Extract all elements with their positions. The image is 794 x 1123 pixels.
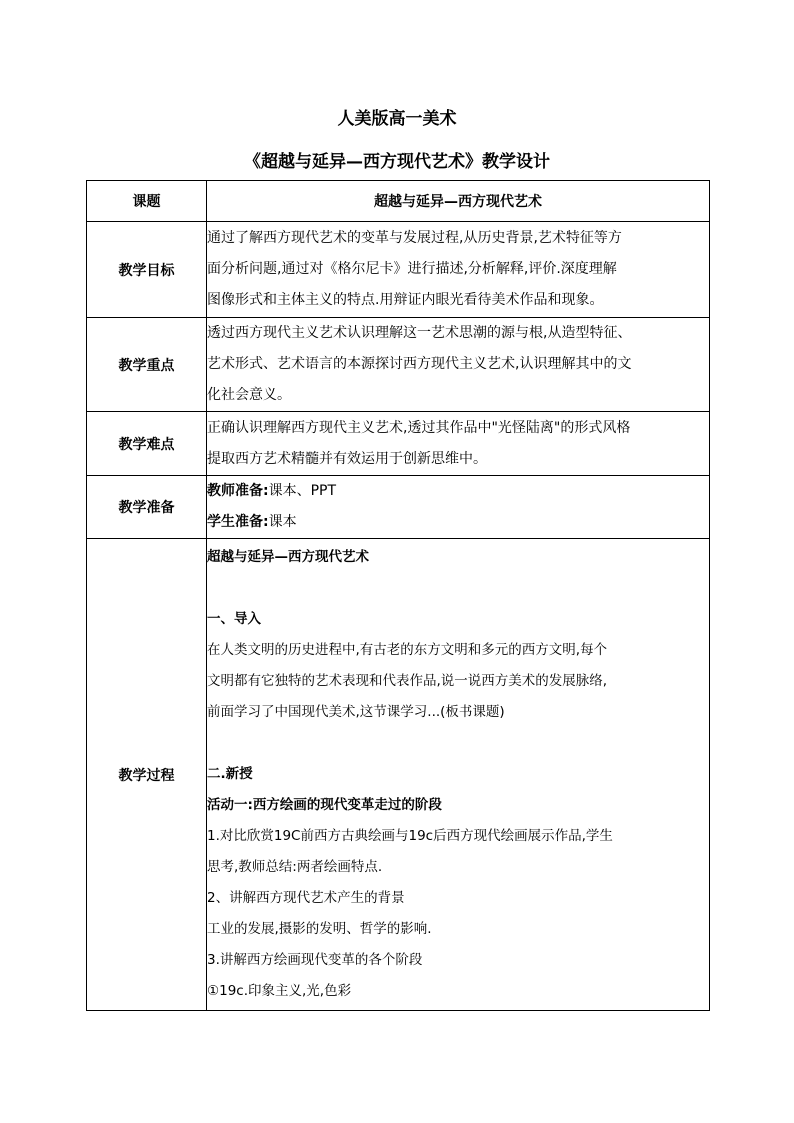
preparation-content: [207, 476, 710, 539]
intro-line: 在人类文明的历史进程中,有古老的东方文明和多元的西方文明,每个: [207, 642, 608, 658]
goal-label: 教学目标: [87, 222, 207, 318]
difficulties-line: 提取西方艺术精髓并有效运用于创新思维中。: [207, 450, 487, 467]
key-points-content: [207, 318, 710, 412]
intro-line: 文明都有它独特的艺术表现和代表作品,说一说西方美术的发展脉络,: [207, 673, 608, 689]
activity-heading: 活动一:西方绘画的现代变革走过的阶段: [207, 797, 442, 813]
table-row-preparation: [87, 476, 710, 539]
table-row-key-points: [87, 318, 710, 412]
table-row-goal: [87, 222, 710, 318]
blank-line: [207, 728, 709, 759]
student-preparation-label: 学生准备:: [207, 514, 269, 530]
goal-line: 通过了解西方现代艺术的变革与发展过程,从历史背景,艺术特征等方: [207, 230, 622, 246]
document-subtitle: 人美版高一美术: [337, 109, 457, 129]
section-heading-intro: 一、导入: [207, 611, 261, 627]
table-row-topic: [87, 181, 710, 222]
step-line: 3.讲解西方绘画现代变革的各个阶段: [207, 952, 423, 968]
table-row-process: [87, 539, 710, 1011]
goal-line: 图像形式和主体主义的特点.用辩证内眼光看待美术作品和现象。: [207, 292, 604, 308]
student-preparation-value: 课本: [268, 514, 297, 530]
table-row-difficulties: [87, 412, 710, 476]
teacher-preparation: [207, 476, 709, 507]
topic-label: 课题: [87, 181, 207, 222]
difficulties-content: [207, 412, 710, 476]
process-heading: 超越与延异—西方现代艺术: [207, 549, 369, 565]
intro-line: 前面学习了中国现代美术,这节课学习...(板书课题): [207, 704, 505, 720]
lesson-plan-table: [86, 180, 710, 1011]
topic-value: 超越与延异—西方现代艺术: [207, 181, 710, 222]
difficulties-label: 教学难点: [87, 412, 207, 476]
key-points-line: 化社会意义。: [207, 387, 291, 403]
key-points-line: 透过西方现代主义艺术认识理解这一艺术思潮的源与根,从造型特征、: [207, 325, 632, 341]
step-line: 工业的发展,摄影的发明、哲学的影响.: [207, 921, 432, 937]
key-points-line: 艺术形式、艺术语言的本源探讨西方现代主义艺术,认识理解其中的文: [207, 356, 632, 372]
step-line: 1.对比欣赏19C前西方古典绘画与19c后西方现代绘画展示作品,学生: [207, 828, 613, 844]
step-line: ①19c.印象主义,光,色彩: [207, 983, 352, 999]
difficulties-line: 正确认识理解西方现代主义艺术,透过其作品中"光怪陆离"的形式风格: [207, 419, 631, 436]
key-points-label: 教学重点: [87, 318, 207, 412]
student-preparation: [207, 507, 709, 538]
process-content: [207, 539, 710, 1011]
goal-content: [207, 222, 710, 318]
teacher-preparation-value: 课本、PPT: [268, 483, 337, 499]
step-line: 2、讲解西方现代艺术产生的背景: [207, 890, 405, 906]
blank-line: [207, 573, 709, 604]
section-heading-new-lesson: 二.新授: [207, 766, 253, 782]
step-line: 思考,教师总结:两者绘画特点.: [207, 859, 383, 875]
process-label: 教学过程: [87, 539, 207, 1011]
document-title: 《超越与延异—西方现代艺术》教学设计: [244, 152, 550, 172]
preparation-label: 教学准备: [87, 476, 207, 539]
teacher-preparation-label: 教师准备:: [207, 483, 269, 499]
goal-line: 面分析问题,通过对《格尔尼卡》进行描述,分析解释,评价.深度理解: [207, 261, 617, 277]
